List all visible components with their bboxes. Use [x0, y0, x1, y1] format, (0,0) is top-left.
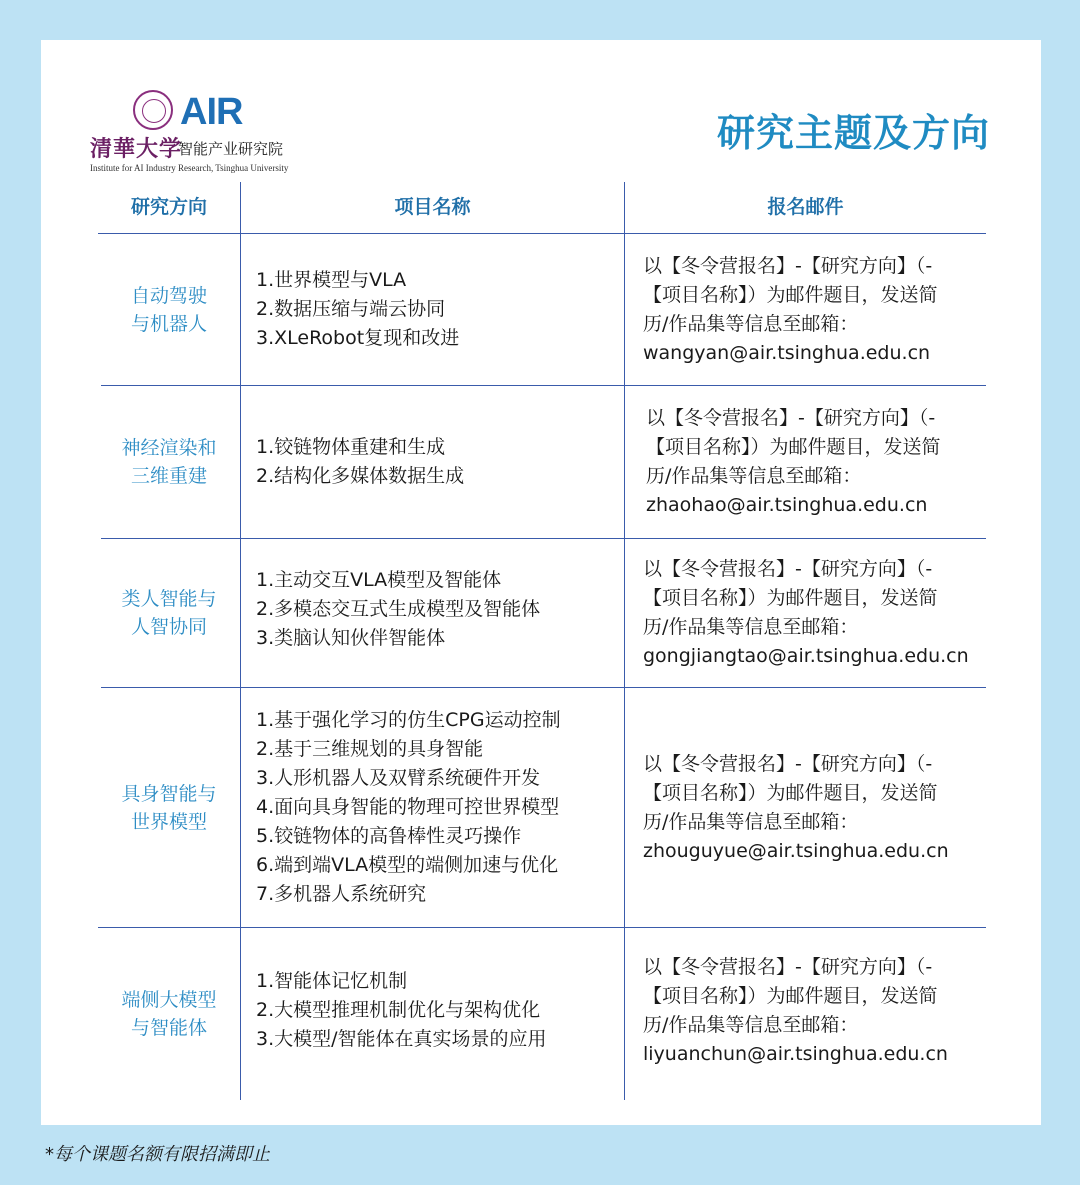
institute-logo [90, 88, 320, 178]
email-instruction-line: 历/作品集等信息至邮箱： [646, 465, 862, 487]
header-email: 报名邮件 [767, 195, 844, 218]
svg-text:AIR: AIR [180, 92, 243, 128]
direction-line: 神经渲染和 [121, 437, 217, 459]
email-instruction-line: 历/作品集等信息至邮箱： [643, 810, 859, 833]
email-instruction-line: 以【冬令营报名】-【研究方向】（- [643, 254, 933, 277]
table-row-direction [98, 688, 240, 927]
direction-line: 端侧大模型 [121, 989, 217, 1011]
email-instruction-line: 【项目名称】）为邮件题目，发送简 [643, 781, 938, 804]
direction-line: 类人智能与 [121, 588, 217, 610]
table-row-projects [256, 688, 561, 927]
research-table [98, 182, 986, 1102]
email-instruction-line: 历/作品集等信息至邮箱： [643, 1014, 859, 1036]
logo-institute-name: 智能产业研究院 [178, 140, 284, 158]
email-address[interactable]: gongjiangtao@air.tsinghua.edu.cn [643, 645, 969, 667]
email-instruction-line: 【项目名称】）为邮件题目，发送简 [646, 436, 941, 458]
page-title: 研究主题及方向 [716, 111, 990, 155]
table-row-email [643, 539, 969, 687]
project-item: 5.铰链物体的高鲁棒性灵巧操作 [256, 825, 522, 847]
project-item: 6.端到端VLA模型的端侧加速与优化 [256, 854, 559, 876]
project-item: 1.基于强化学习的仿生CPG运动控制 [256, 709, 561, 731]
project-item: 2.数据压缩与端云协同 [256, 298, 446, 320]
table-row-direction [98, 234, 240, 385]
direction-line: 自动驾驶 [130, 284, 207, 307]
footnote: *每个课题名额有限招满即止 [45, 1144, 270, 1165]
project-item: 3.类脑认知伙伴智能体 [256, 626, 446, 649]
table-row-projects [256, 924, 547, 1096]
project-item: 1.世界模型与VLA [256, 269, 407, 291]
project-item: 2.基于三维规划的具身智能 [256, 738, 484, 760]
logo-institute-english: Institute for AI Industry Research, Tsinghua University [90, 163, 289, 173]
air-wordmark-icon [180, 92, 262, 128]
table-row-email [643, 928, 948, 1094]
table-row-direction [98, 386, 240, 538]
project-item: 3.大模型/智能体在真实场景的应用 [256, 1027, 547, 1050]
email-address[interactable]: liyuanchun@air.tsinghua.edu.cn [643, 1043, 948, 1065]
table-row-projects [256, 234, 459, 385]
email-address[interactable]: wangyan@air.tsinghua.edu.cn [643, 341, 931, 364]
email-address[interactable]: zhaohao@air.tsinghua.edu.cn [646, 494, 928, 516]
direction-line: 世界模型 [130, 810, 207, 833]
email-instruction-line: 以【冬令营报名】-【研究方向】（- [643, 558, 933, 580]
table-row-projects [256, 386, 464, 538]
table-row-email [643, 688, 949, 927]
table-row-projects [256, 535, 540, 683]
project-item: 1.智能体记忆机制 [256, 969, 408, 992]
project-item: 7.多机器人系统研究 [256, 883, 427, 905]
email-instruction-line: 【项目名称】）为邮件题目，发送简 [643, 587, 938, 609]
logo-calligraphy: 清華大学 [90, 136, 183, 162]
project-item: 1.铰链物体重建和生成 [256, 436, 446, 458]
email-instruction-line: 【项目名称】）为邮件题目，发送简 [643, 985, 938, 1007]
table-row-direction [98, 539, 240, 687]
project-item: 2.大模型推理机制优化与架构优化 [256, 998, 541, 1021]
project-item: 3.人形机器人及双臂系统硬件开发 [256, 767, 541, 789]
email-instruction-line: 历/作品集等信息至邮箱： [643, 312, 859, 335]
direction-line: 人智协同 [130, 616, 207, 638]
project-item: 3.XLeRobot复现和改进 [256, 327, 460, 349]
tsinghua-seal-icon [133, 90, 173, 130]
email-instruction-line: 【项目名称】）为邮件题目，发送简 [643, 283, 938, 306]
email-address[interactable]: zhouguyue@air.tsinghua.edu.cn [643, 839, 949, 862]
column-divider [240, 182, 241, 1100]
direction-line: 与智能体 [130, 1017, 207, 1039]
direction-line: 与机器人 [130, 312, 207, 335]
table-row-email [646, 386, 941, 538]
project-item: 1.主动交互VLA模型及智能体 [256, 568, 502, 591]
direction-line: 具身智能与 [121, 782, 217, 805]
header-project: 项目名称 [394, 195, 471, 218]
email-instruction-line: 以【冬令营报名】-【研究方向】（- [646, 407, 936, 429]
email-instruction-line: 以【冬令营报名】-【研究方向】（- [643, 752, 933, 775]
email-instruction-line: 历/作品集等信息至邮箱： [643, 616, 859, 638]
email-instruction-line: 以【冬令营报名】-【研究方向】（- [643, 956, 933, 978]
table-row-direction [98, 928, 240, 1100]
project-item: 2.结构化多媒体数据生成 [256, 465, 465, 487]
project-item: 2.多模态交互式生成模型及智能体 [256, 597, 541, 620]
project-item: 4.面向具身智能的物理可控世界模型 [256, 796, 560, 818]
direction-line: 三维重建 [130, 465, 207, 487]
table-row-email [643, 234, 938, 385]
header-direction: 研究方向 [130, 195, 207, 218]
column-divider [624, 182, 625, 1100]
